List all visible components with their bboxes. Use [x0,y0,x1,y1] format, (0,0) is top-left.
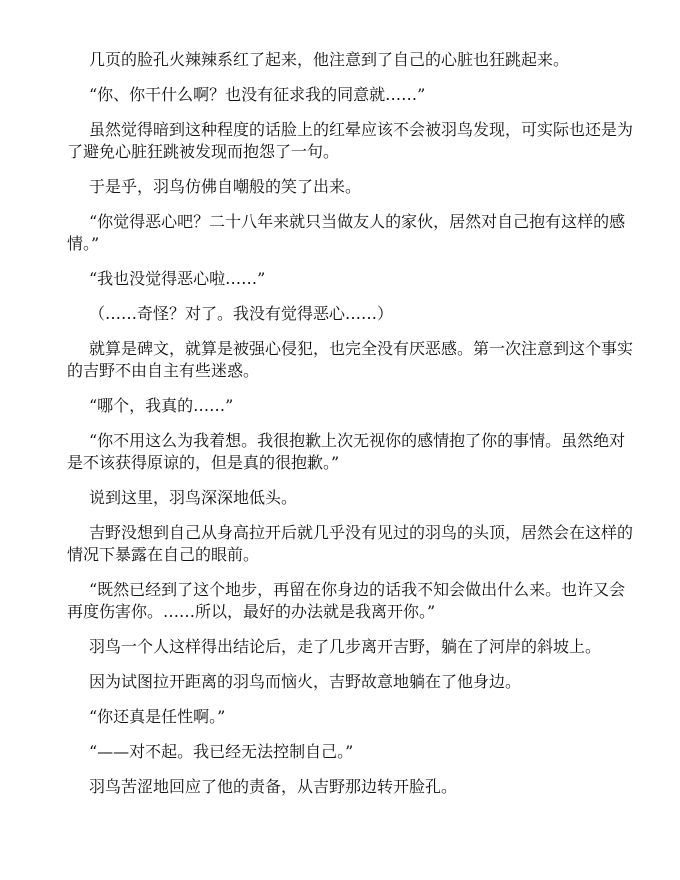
text-line: （……奇怪？对了。我没有觉得恶心……） [89,304,394,323]
paragraph [67,430,657,474]
text-line: 因为试图拉开距离的羽鸟而恼火，吉野故意地躺在了他身边。 [89,672,522,691]
paragraph [67,636,657,658]
paragraph [67,338,657,382]
text-line: “既然已经到了这个地步，再留在你身边的话我不知会做出什么来。也许又会 [89,580,626,599]
paragraph [67,522,657,566]
text-line: “我也没觉得恶心啦……” [89,269,266,288]
text-line: 情。” [67,234,100,253]
paragraph [67,671,657,693]
paragraph [67,49,657,71]
text-line: 情况下暴露在自己的眼前。 [67,545,260,564]
paragraph [67,487,657,509]
paragraph [67,395,657,417]
text-line: 再度伤害你。……所以，最好的办法就是我离开你。” [67,602,436,621]
text-line: 于是乎，羽鸟仿佛自嘲般的笑了出来。 [89,177,362,196]
text-line: 是不该获得原谅的，但是真的很抱歉。” [67,453,340,472]
paragraph [67,579,657,623]
paragraph [67,211,657,255]
text-line: 吉野没想到自己从身高拉开后就几乎没有见过的羽鸟的头顶，居然会在这样的 [89,523,634,542]
text-line: 了避免心脏狂跳被发现而抱怨了一句。 [67,142,340,161]
paragraph [67,119,657,163]
text-line: “你不用这么为我着想。我很抱歉上次无视你的感情抱了你的事情。虽然绝对 [89,431,626,450]
text-line: 虽然觉得暗到这种程度的话脸上的红晕应该不会被羽鸟发现，可实际也还是为 [89,120,634,139]
text-line: 羽鸟一个人这样得出结论后，走了几步离开吉野，躺在了河岸的斜坡上。 [89,637,602,656]
text-line: “你还真是任性啊。” [89,707,226,726]
paragraph [67,84,657,106]
paragraph [67,741,657,763]
paragraph [67,776,657,798]
text-line: 的吉野不由自主有些迷惑。 [67,361,260,380]
paragraph [67,706,657,728]
paragraph [67,268,657,290]
paragraph [67,303,657,325]
text-line: “哪个，我真的……” [89,396,234,415]
text-line: 就算是碑文，就算是被强心侵犯，也完全没有厌恶感。第一次注意到这个事实 [89,339,634,358]
text-line: “你觉得恶心吧？二十八年来就只当做友人的家伙，居然对自己抱有这样的感 [89,212,626,231]
text-line: “你、你干什么啊？也没有征求我的同意就……” [89,85,426,104]
text-line: 说到这里，羽鸟深深地低头。 [89,488,298,507]
text-line: 羽鸟苦涩地回应了他的责备，从吉野那边转开脸孔。 [89,777,458,796]
text-line: 几页的脸孔火辣辣系红了起来，他注意到了自己的心脏也狂跳起来。 [89,50,570,69]
paragraph [67,176,657,198]
text-line: “——对不起。我已经无法控制自己。” [89,742,354,761]
